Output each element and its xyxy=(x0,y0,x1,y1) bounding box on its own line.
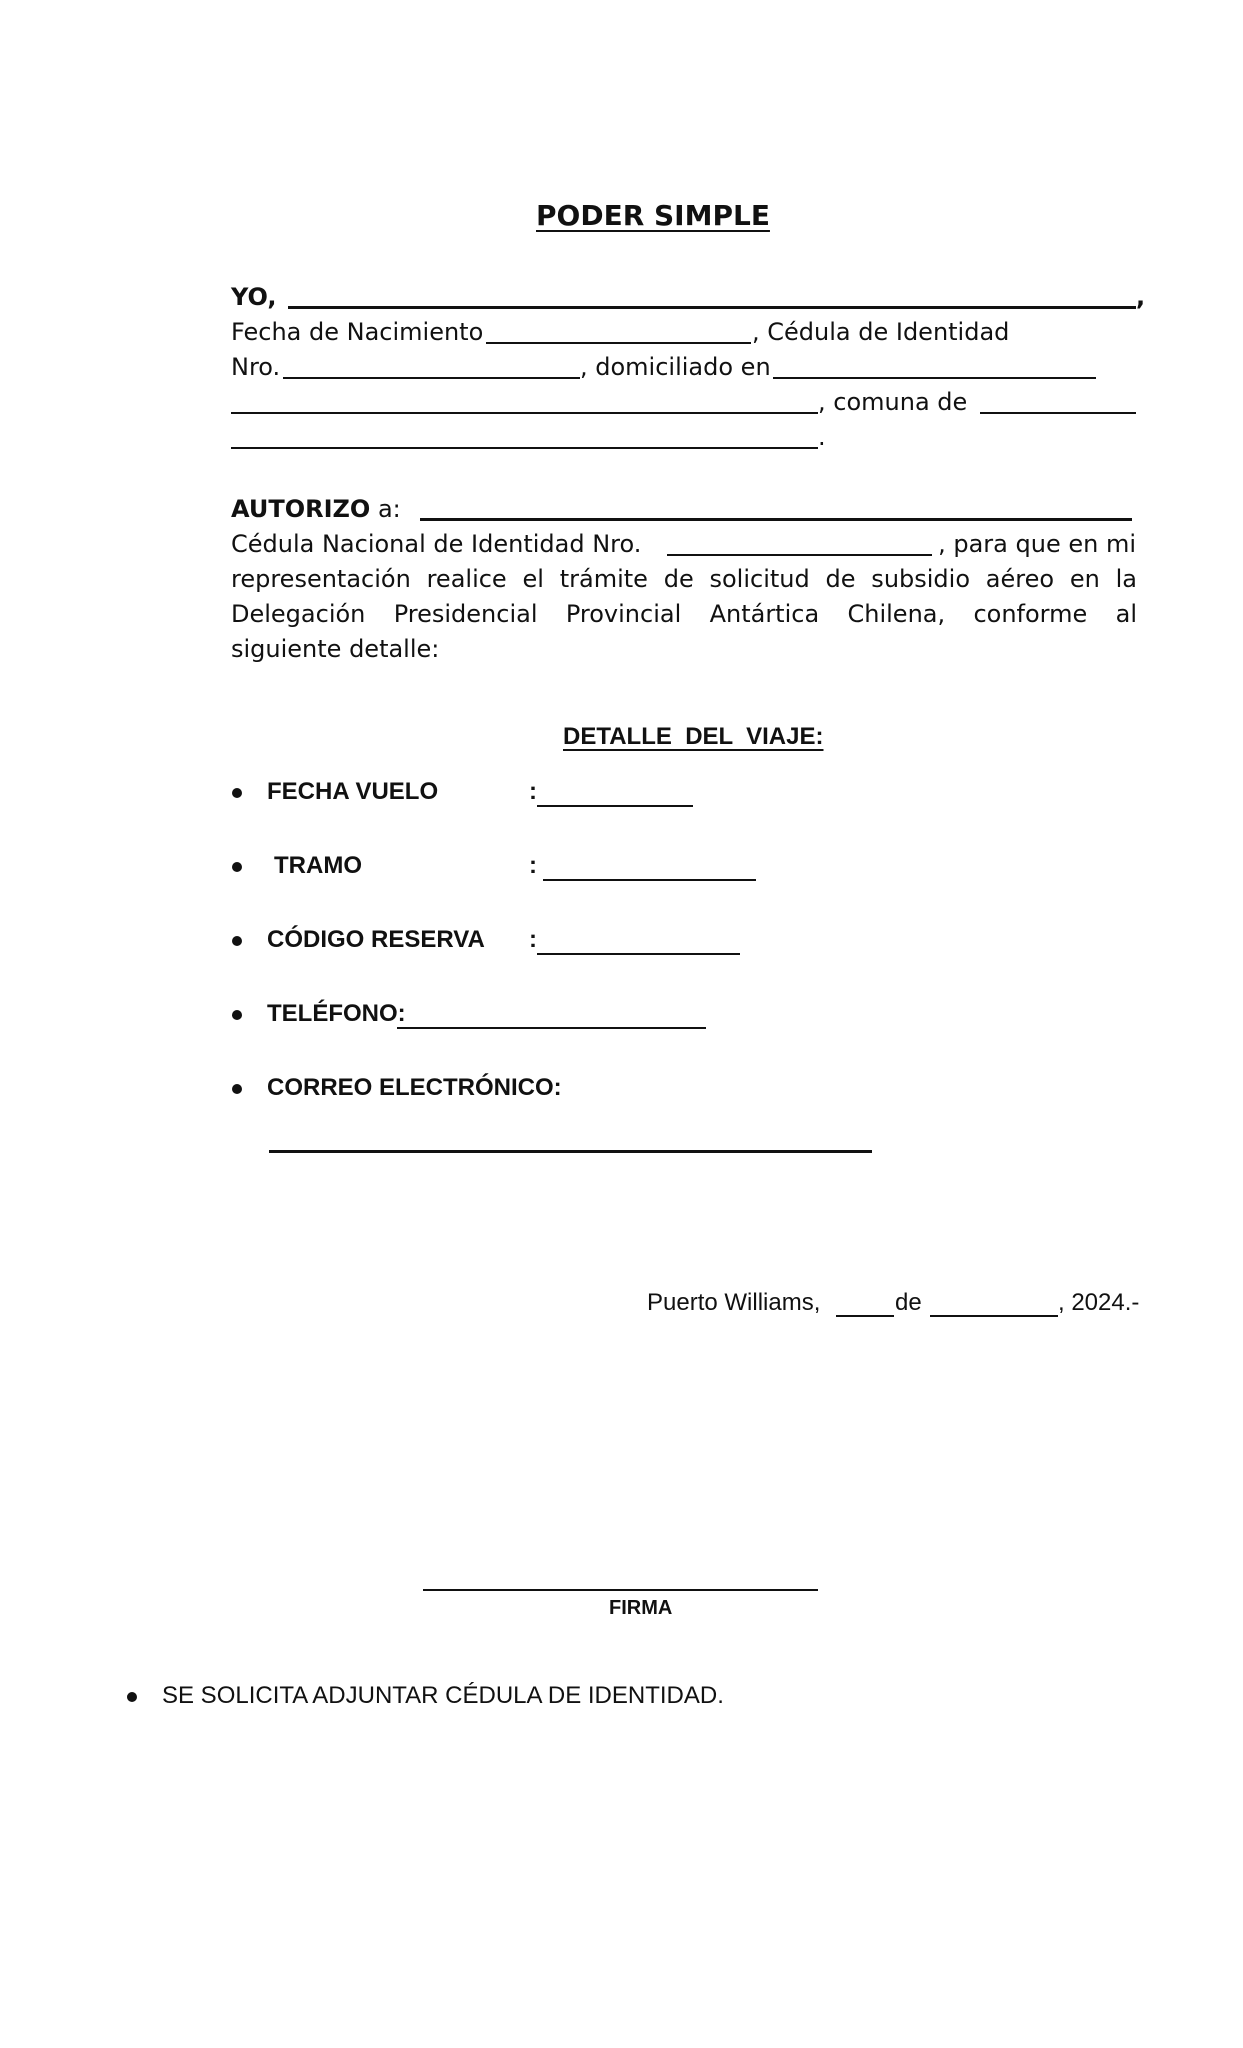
item-codigo-label: CÓDIGO RESERVA xyxy=(267,926,485,953)
bullet-icon xyxy=(232,862,242,872)
item-fecha-vuelo-label: FECHA VUELO xyxy=(267,778,439,805)
autorizo-line-4: siguiente detalle: xyxy=(231,635,440,663)
autorizo-tail: , para que en mi xyxy=(938,530,1136,558)
id-number-blank[interactable] xyxy=(283,377,580,379)
bullet-icon xyxy=(232,936,242,946)
detail-heading: DETALLE DEL VIAJE: xyxy=(563,723,824,750)
autorizo-line xyxy=(231,492,401,526)
item-correo-label: CORREO ELECTRÓNICO: xyxy=(267,1074,562,1101)
place-city: Puerto Williams, xyxy=(647,1289,821,1316)
birth-date-blank[interactable] xyxy=(486,342,751,344)
bullet-icon xyxy=(232,1084,242,1094)
item-telefono-label: TELÉFONO: xyxy=(267,1000,406,1027)
email-blank[interactable] xyxy=(269,1150,872,1153)
comuna-blank[interactable] xyxy=(980,412,1136,414)
name-blank[interactable] xyxy=(288,306,1136,309)
authorized-name-blank[interactable] xyxy=(420,518,1132,521)
yo-period: . xyxy=(818,423,826,451)
ci-label: , Cédula de Identidad xyxy=(752,318,1010,346)
bullet-icon xyxy=(232,1010,242,1020)
route-blank[interactable] xyxy=(543,879,756,881)
item-codigo-sep: : xyxy=(529,926,537,953)
nro-label: Nro. xyxy=(231,353,281,381)
yo-label: YO, xyxy=(231,283,277,311)
authorized-id-blank[interactable] xyxy=(667,554,932,556)
flight-date-blank[interactable] xyxy=(537,805,693,807)
item-fecha-vuelo-sep: : xyxy=(529,778,537,805)
signature-label: FIRMA xyxy=(609,1597,673,1619)
birth-label: Fecha de Nacimiento xyxy=(231,318,484,346)
page-title: PODER SIMPLE xyxy=(536,199,770,232)
autorizo-a: a: xyxy=(370,495,401,523)
phone-blank[interactable] xyxy=(397,1027,706,1029)
place-de: de xyxy=(895,1289,922,1316)
month-blank[interactable] xyxy=(930,1315,1058,1317)
note-text: SE SOLICITA ADJUNTAR CÉDULA DE IDENTIDAD. xyxy=(162,1682,724,1709)
yo-comma: , xyxy=(1136,283,1146,311)
address-blank-2[interactable] xyxy=(231,412,818,414)
bullet-icon xyxy=(127,1692,137,1702)
signature-line[interactable] xyxy=(423,1589,818,1591)
item-tramo-label: TRAMO xyxy=(274,852,362,879)
place-year: , 2024.- xyxy=(1058,1289,1140,1316)
bullet-icon xyxy=(232,788,242,798)
address-blank-3[interactable] xyxy=(231,447,818,449)
comuna-label: , comuna de xyxy=(818,388,968,416)
day-blank[interactable] xyxy=(836,1315,894,1317)
autorizo-line-2: representación realice el trámite de solicitud de subsidio aéreo en la xyxy=(231,565,1137,593)
item-tramo-sep: : xyxy=(529,852,537,879)
autorizo-label: AUTORIZO xyxy=(231,495,371,523)
autorizo-ci-label: Cédula Nacional de Identidad Nro. xyxy=(231,530,642,558)
booking-code-blank[interactable] xyxy=(537,953,740,955)
domicile-label: , domiciliado en xyxy=(580,353,771,381)
address-blank-1[interactable] xyxy=(773,377,1096,379)
autorizo-line-3: Delegación Presidencial Provincial Antártica Chilena, conforme al xyxy=(231,600,1137,628)
